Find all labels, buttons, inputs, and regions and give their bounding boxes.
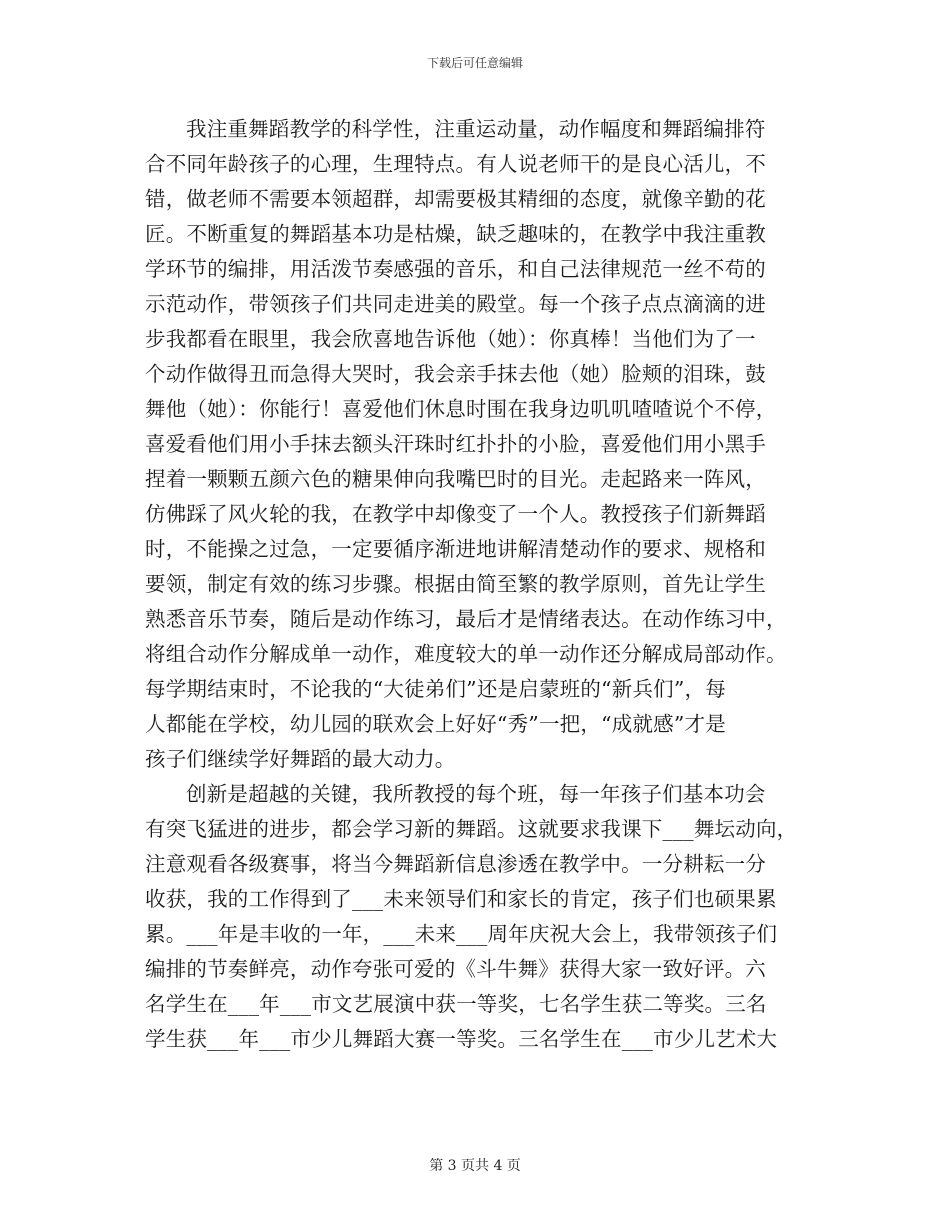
text-line: 仿佛踩了风火轮的我，在教学中却像变了一个人。教授孩子们新舞蹈 [145,502,766,526]
text-line: 将组合动作分解成单一动作，难度较大的单一动作还分解成局部动作。 [145,642,787,666]
text-line: 错，做老师不需要本领超群，却需要极其精细的态度，就像辛勤的花 [145,187,766,211]
text-line: 时，不能操之过急，一定要循序渐进地讲解清楚动作的要求、规格和 [145,537,766,561]
text-line: 名学生在___年___市文艺展演中获一等奖，七名学生获二等奖。三名 [145,992,767,1016]
text-line: 有突飞猛进的进步，都会学习新的舞蹈。这就要求我课下___舞坛动向， [145,817,798,841]
text-line: 编排的节奏鲜亮，动作夸张可爱的《斗牛舞》获得大家一致好评。六 [145,957,766,981]
text-line: 熟悉音乐节奏，随后是动作练习，最后才是情绪表达。在动作练习中， [145,607,787,631]
text-line: 我注重舞蹈教学的科学性，注重运动量，动作幅度和舞蹈编排符 [186,117,766,141]
text-line: 收获，我的工作得到了___未来领导们和家长的肯定，孩子们也硕果累 [145,887,777,911]
text-line: 舞他（她）：你能行！喜爱他们休息时围在我身边叽叽喳喳说个不停， [145,397,777,421]
text-line: 示范动作，带领孩子们共同走进美的殿堂。每一个孩子点点滴滴的进 [145,292,766,316]
text-line: 累。___年是丰收的一年，___未来___周年庆祝大会上，我带领孩子们 [145,922,778,946]
text-line: 学环节的编排，用活泼节奏感强的音乐，和自己法律规范一丝不苟的 [145,257,766,281]
page-header: 下载后可任意编辑 [426,56,523,70]
text-line: 喜爱看他们用小手抹去额头汗珠时红扑扑的小脸，喜爱他们用小黑手 [145,432,766,456]
text-line: 步我都看在眼里，我会欣喜地告诉他（她）：你真棒！当他们为了一 [145,327,756,351]
text-line: 注意观看各级赛事，将当今舞蹈新信息渗透在教学中。一分耕耘一分 [145,852,766,876]
text-line: 合不同年龄孩子的心理，生理特点。有人说老师干的是良心活儿，不 [145,152,766,176]
document-body [145,112,825,1057]
text-line: 学生获___年___市少儿舞蹈大赛一等奖。三名学生在___市少儿艺术大 [145,1027,778,1051]
text-line: 每学期结束时，不论我的“大徒弟们”还是启蒙班的“新兵们”，每 [145,677,726,701]
text-line: 人都能在学校，幼儿园的联欢会上好好“秀”一把，“成就感”才是 [145,712,726,736]
text-line: 孩子们继续学好舞蹈的最大动力。 [145,747,456,771]
text-line: 要领，制定有效的练习步骤。根据由简至繁的教学原则，首先让学生 [145,572,766,596]
text-line: 个动作做得丑而急得大哭时，我会亲手抹去他（她）脸颊的泪珠，鼓 [145,362,766,386]
paragraph-2 [145,777,825,1057]
text-line: 创新是超越的关键，我所教授的每个班，每一年孩子们基本功会 [186,782,766,806]
page-footer: 第 3 页共 4 页 [429,1158,521,1174]
paragraph-1 [145,112,825,777]
text-line: 匠。不断重复的舞蹈基本功是枯燥，缺乏趣味的，在教学中我注重教 [145,222,766,246]
text-line: 捏着一颗颗五颜六色的糖果伸向我嘴巴时的目光。走起路来一阵风， [145,467,766,491]
